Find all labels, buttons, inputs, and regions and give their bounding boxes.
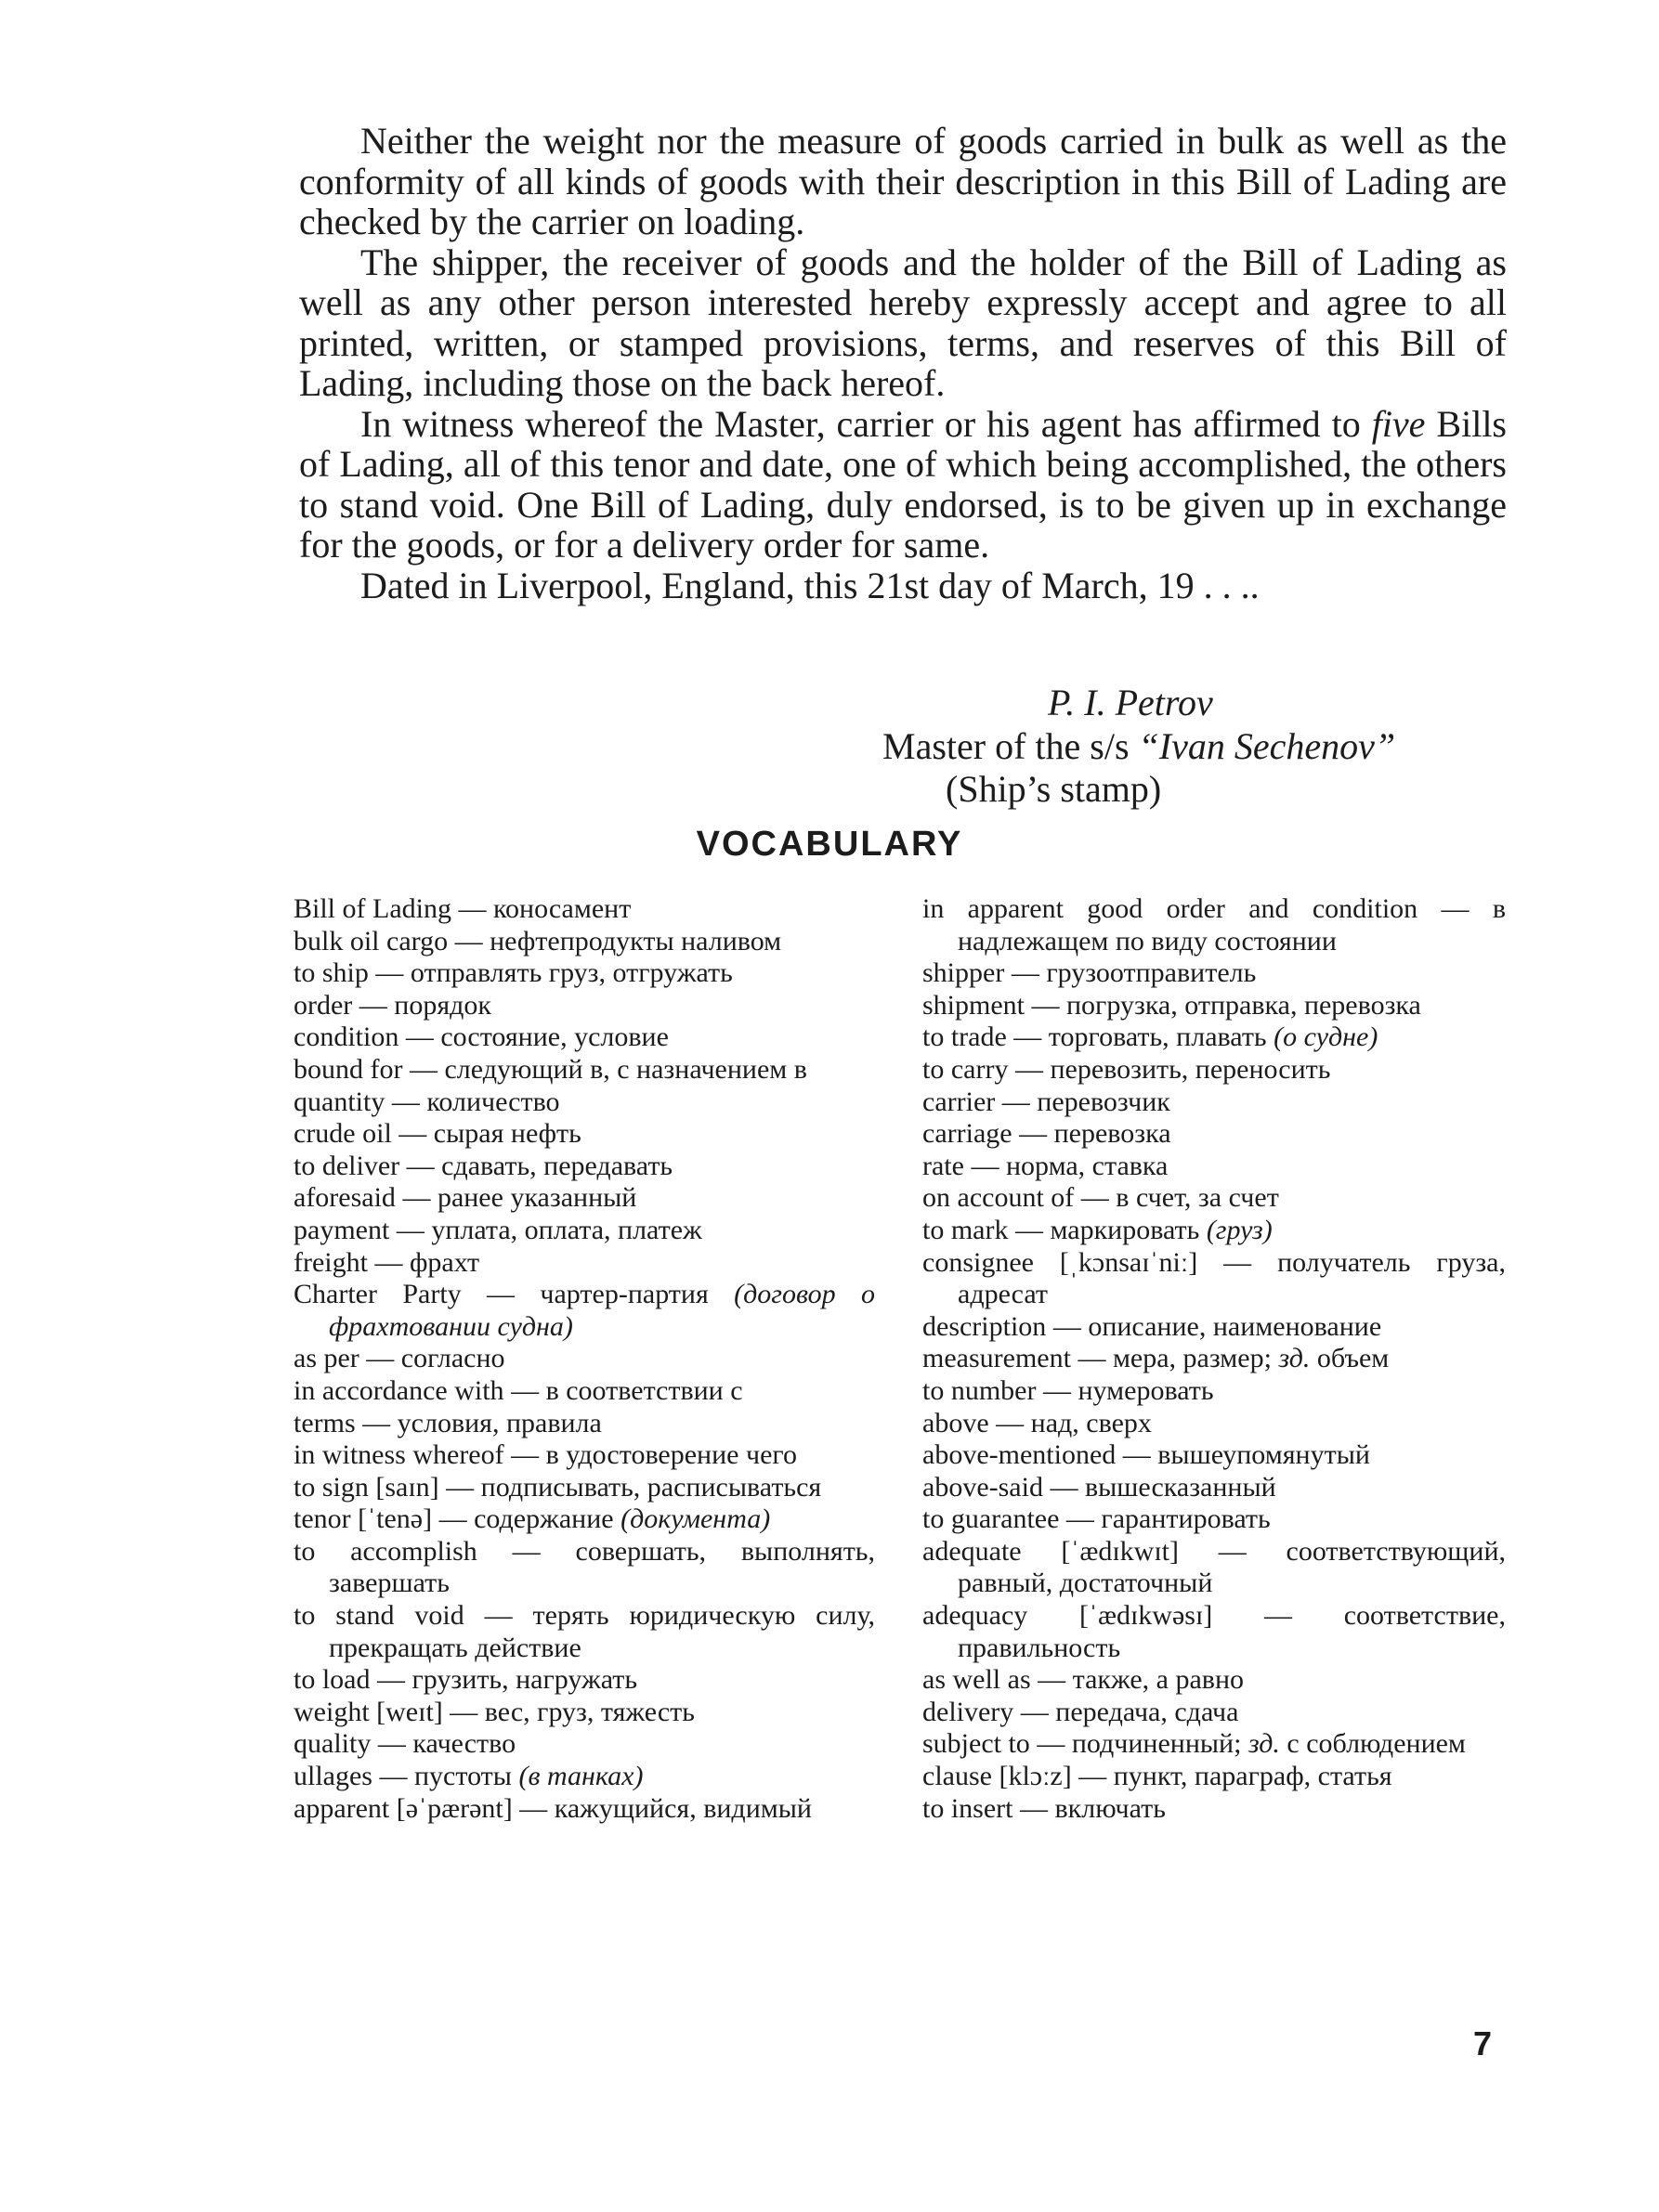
dated-line bbox=[299, 566, 1507, 606]
vocab-def: — гарантировать bbox=[1059, 1503, 1271, 1535]
vocab-entry bbox=[922, 957, 1506, 990]
vocab-term: ullages bbox=[294, 1761, 372, 1792]
vocab-def: — в удостоверение чего bbox=[503, 1439, 797, 1471]
vocab-term: apparent [əˈpærənt] bbox=[294, 1792, 513, 1824]
vocab-term: to deliver bbox=[294, 1150, 400, 1181]
vocab-def: — вес, груз, тяжесть bbox=[442, 1696, 695, 1727]
vocab-entry bbox=[294, 1793, 875, 1826]
witness-before: In witness whereof the Master, carrier or his agent has affirmed to bbox=[360, 402, 1372, 445]
vocab-entry bbox=[922, 1182, 1506, 1215]
vocab-entry bbox=[922, 1375, 1506, 1408]
vocab-entry bbox=[922, 1600, 1506, 1664]
vocab-def: — коносамент bbox=[451, 893, 632, 924]
paragraph-witness bbox=[299, 404, 1507, 566]
vocab-def: — нефтепродукты наливом bbox=[448, 925, 782, 956]
vocab-term: to guarantee bbox=[922, 1503, 1060, 1535]
vocab-entry bbox=[922, 1086, 1506, 1119]
vocab-term: in accordance with bbox=[294, 1374, 504, 1406]
vocab-def: — уплата, оплата, платеж bbox=[389, 1214, 702, 1245]
vocab-note: зд. bbox=[1248, 1728, 1280, 1760]
vocab-def: — норма, ставка bbox=[963, 1150, 1169, 1181]
vocab-term: as per bbox=[294, 1343, 359, 1374]
vocab-term: in apparent good order and condition bbox=[922, 893, 1418, 924]
vocab-def: — маркировать bbox=[1008, 1214, 1207, 1245]
vocab-term: freight bbox=[294, 1246, 368, 1278]
dated-place: Liverpool, England, bbox=[496, 564, 795, 606]
vocab-entry bbox=[294, 1086, 875, 1119]
vocab-def: — количество bbox=[385, 1086, 560, 1117]
vocab-term: bulk oil cargo bbox=[294, 925, 449, 956]
ship-stamp: (Ship’s stamp) bbox=[946, 768, 1162, 810]
vocab-entry bbox=[294, 1664, 875, 1697]
vocab-def: — ранее указанный bbox=[395, 1182, 637, 1214]
vocab-def: — согласно bbox=[359, 1343, 505, 1374]
vocab-def: — состояние, условие bbox=[398, 1021, 669, 1053]
vocabulary-right-column bbox=[922, 893, 1506, 1825]
vocab-term: to trade bbox=[922, 1021, 1007, 1053]
vocab-entry bbox=[294, 1728, 875, 1761]
vocab-def: — в счет, за счет bbox=[1074, 1182, 1279, 1214]
signature-name: P. I. Petrov bbox=[1048, 682, 1213, 723]
vocab-note: (о судне) bbox=[1274, 1021, 1378, 1053]
vocab-entry bbox=[294, 1054, 875, 1086]
vocab-term: carriage bbox=[922, 1118, 1012, 1150]
vocab-entry bbox=[922, 1118, 1506, 1151]
vocab-def: — передача, сдача bbox=[1013, 1696, 1239, 1727]
vocab-def: — включать bbox=[1012, 1792, 1166, 1824]
vocab-term: payment bbox=[294, 1214, 390, 1245]
vocab-term: subject to bbox=[922, 1728, 1030, 1760]
vocab-entry bbox=[294, 1118, 875, 1151]
vocab-entry bbox=[922, 1021, 1506, 1054]
vocab-term: to mark bbox=[922, 1214, 1009, 1245]
vocab-term: to carry bbox=[922, 1053, 1009, 1085]
vocab-def: — следующий в, с назначением в bbox=[402, 1053, 807, 1085]
vocab-term: description bbox=[922, 1310, 1047, 1342]
witness-five: five bbox=[1371, 402, 1426, 445]
vocab-entry bbox=[294, 1343, 875, 1375]
vocab-entry bbox=[294, 1375, 875, 1408]
vocab-def: — мера, размер; bbox=[1070, 1343, 1279, 1374]
master-prefix: Master of the s/s bbox=[882, 725, 1139, 767]
vocab-entry bbox=[922, 1536, 1506, 1600]
vocab-def: — подписывать, расписываться bbox=[438, 1471, 822, 1503]
vocab-entry bbox=[294, 893, 875, 926]
vocab-term: terms bbox=[294, 1407, 356, 1438]
vocab-entry bbox=[294, 1182, 875, 1215]
vocab-term: in witness whereof bbox=[294, 1439, 504, 1471]
dated-prefix: Dated in bbox=[360, 564, 497, 606]
vocabulary-title: VOCABULARY bbox=[696, 825, 963, 864]
vocab-term: Charter Party bbox=[294, 1279, 462, 1310]
vocab-term: quality bbox=[294, 1728, 372, 1760]
vocab-entry bbox=[922, 1247, 1506, 1311]
vocab-term: to accomplish bbox=[294, 1535, 477, 1567]
vocab-entry bbox=[922, 1728, 1506, 1761]
vocab-def: — качество bbox=[371, 1728, 516, 1760]
vocab-term: to load bbox=[294, 1664, 371, 1696]
vocab-entry bbox=[294, 1472, 875, 1504]
vocab-entry bbox=[294, 990, 875, 1022]
vocab-term: to ship bbox=[294, 957, 369, 989]
vocab-note: (договор о фрахтовании судна) bbox=[329, 1279, 875, 1342]
vocab-def: — содержание bbox=[432, 1503, 621, 1535]
vocab-def: — грузить, нагружать bbox=[370, 1664, 638, 1696]
vocab-def: — вышеупомянутый bbox=[1116, 1439, 1370, 1471]
dated-year: 19 . . .. bbox=[1147, 564, 1260, 606]
vocab-def: — торговать, плавать bbox=[1006, 1021, 1274, 1053]
vocab-def: — соответствующий, равный, достаточный bbox=[958, 1535, 1506, 1599]
vocab-def: — условия, правила bbox=[355, 1407, 602, 1438]
vocab-term: to insert bbox=[922, 1792, 1013, 1824]
vocab-entry bbox=[922, 1697, 1506, 1729]
vocab-entry bbox=[922, 1664, 1506, 1697]
vocab-def: — подчиненный; bbox=[1029, 1728, 1248, 1760]
vocab-term: rate bbox=[922, 1150, 964, 1181]
vocab-note: зд. bbox=[1278, 1343, 1311, 1374]
vocab-def: — пункт, параграф, статья bbox=[1071, 1761, 1392, 1792]
vocab-term: quantity bbox=[294, 1086, 385, 1117]
vocabulary-left-column bbox=[294, 893, 875, 1825]
vocab-entry bbox=[294, 957, 875, 990]
vocab-def: — сырая нефть bbox=[391, 1118, 581, 1150]
vocab-def: — грузоотправитель bbox=[1004, 957, 1257, 989]
vocab-entry bbox=[294, 1279, 875, 1343]
vocab-note: (в танках) bbox=[518, 1761, 644, 1792]
vocab-def: — фрахт bbox=[367, 1246, 480, 1278]
paragraph-shipper: The shipper, the receiver of goods and the holder of the Bill of Lading as well as any other person interested hereby expressly accept and agree to all printed, written, or stamped provisions, terms, and reserves of this Bill of Lading, including those on the back hereof. bbox=[299, 241, 1507, 404]
vocab-entry bbox=[922, 893, 1506, 957]
vocab-term: clause [klɔːz] bbox=[922, 1761, 1072, 1792]
vocab-def: — отправлять груз, отгружать bbox=[368, 957, 733, 989]
vocab-entry bbox=[922, 1503, 1506, 1536]
bill-of-lading-text bbox=[299, 121, 1507, 605]
vocab-term: measurement bbox=[922, 1343, 1071, 1374]
vocab-term: shipment bbox=[922, 989, 1025, 1021]
vocab-term: order bbox=[294, 989, 353, 1021]
vocab-term: to number bbox=[922, 1374, 1037, 1406]
vocab-def2: с соблюдением bbox=[1279, 1728, 1466, 1760]
vocab-entry bbox=[294, 1021, 875, 1054]
vocab-entry bbox=[922, 1793, 1506, 1826]
vocab-entry bbox=[294, 1215, 875, 1247]
vocab-def: — чартер-партия bbox=[461, 1279, 735, 1310]
dated-month: March, bbox=[1041, 564, 1148, 606]
vocab-term: above-mentioned bbox=[922, 1439, 1117, 1471]
vocab-term: shipper bbox=[922, 957, 1005, 989]
vocab-def: — порядок bbox=[352, 989, 491, 1021]
vocab-term: above bbox=[922, 1407, 989, 1438]
vocab-def: — терять юридическую силу, прекращать действие bbox=[329, 1600, 876, 1663]
vocab-def: — сдавать, передавать bbox=[399, 1150, 673, 1181]
vocab-entry bbox=[294, 926, 875, 958]
dated-day: 21st bbox=[867, 564, 930, 606]
vocab-def: — перевозить, переносить bbox=[1008, 1053, 1331, 1085]
vocab-entry bbox=[294, 1408, 875, 1440]
dated-middle2: day of bbox=[929, 564, 1042, 606]
vocab-entry bbox=[922, 1343, 1506, 1375]
vocab-entry bbox=[922, 1151, 1506, 1183]
ship-name: “Ivan Sechenov” bbox=[1138, 725, 1396, 767]
witness-after: Bills of Lading, all of this tenor and date, one of which being accomplished, the others to stand void. One Bill of Lading, duly endorsed, is to be given up in exchange for the goods, or for a delivery order for same. bbox=[299, 402, 1507, 566]
vocab-term: Bill of Lading bbox=[294, 893, 451, 924]
vocab-entry bbox=[922, 1408, 1506, 1440]
vocab-term: to sign [saɪn] bbox=[294, 1471, 439, 1503]
vocab-def: — пустоты bbox=[372, 1761, 519, 1792]
vocab-entry bbox=[294, 1439, 875, 1472]
vocab-term: crude oil bbox=[294, 1118, 392, 1150]
vocab-entry bbox=[922, 1472, 1506, 1504]
vocab-term: bound for bbox=[294, 1053, 403, 1085]
vocab-def: — также, а равно bbox=[1030, 1664, 1245, 1696]
vocab-entry bbox=[922, 1439, 1506, 1472]
vocab-def: — нумеровать bbox=[1036, 1374, 1214, 1406]
vocab-def: — вышесказанный bbox=[1042, 1471, 1276, 1503]
vocab-entry bbox=[294, 1151, 875, 1183]
vocab-term: aforesaid bbox=[294, 1182, 396, 1214]
vocab-entry bbox=[922, 990, 1506, 1022]
vocab-entry bbox=[294, 1600, 875, 1664]
dated-middle: this bbox=[794, 564, 868, 606]
vocab-entry bbox=[922, 1761, 1506, 1793]
vocab-note: (документа) bbox=[620, 1503, 771, 1535]
vocab-def: — перевозчик bbox=[995, 1086, 1170, 1117]
vocab-term: tenor [ˈtenə] bbox=[294, 1503, 433, 1535]
signature-master bbox=[882, 724, 1395, 768]
vocab-term: to stand void bbox=[294, 1600, 464, 1632]
vocab-entry bbox=[294, 1247, 875, 1280]
paragraph-bulk: Neither the weight nor the measure of goods carried in bulk as well as the conformity of all kinds of goods with their description in this Bill of Lading are checked by the carrier on loading. bbox=[299, 120, 1507, 242]
vocab-term: condition bbox=[294, 1021, 399, 1053]
vocab-def: — в надлежащем по виду состоянии bbox=[958, 893, 1506, 956]
vocab-note: (груз) bbox=[1206, 1214, 1273, 1245]
vocab-entry bbox=[922, 1215, 1506, 1247]
vocab-term: on account of bbox=[922, 1182, 1075, 1214]
vocab-term: adequacy [ˈædɪkwəsɪ] bbox=[922, 1600, 1213, 1632]
vocab-term: carrier bbox=[922, 1086, 996, 1117]
vocab-entry bbox=[294, 1761, 875, 1793]
vocab-term: as well as bbox=[922, 1664, 1031, 1696]
vocab-term: above-said bbox=[922, 1471, 1043, 1503]
page-number: 7 bbox=[1473, 2024, 1493, 2062]
vocab-def: — перевозка bbox=[1012, 1118, 1171, 1150]
vocab-def: — над, сверх bbox=[988, 1407, 1152, 1438]
vocab-def: — кажущийся, видимый bbox=[512, 1792, 812, 1824]
vocab-entry bbox=[294, 1697, 875, 1729]
vocab-def: — погрузка, отправка, перевозка bbox=[1025, 989, 1421, 1021]
vocab-def: — описание, наименование bbox=[1046, 1310, 1382, 1342]
vocab-def2: объем bbox=[1310, 1343, 1390, 1374]
vocab-def: — соответствие, правильность bbox=[958, 1600, 1506, 1663]
vocab-entry bbox=[922, 1311, 1506, 1344]
vocab-entry bbox=[294, 1536, 875, 1600]
vocab-def: — получатель груза, адресат bbox=[958, 1246, 1506, 1310]
vocab-term: consignee [ˌkɔnsaɪˈniː] bbox=[922, 1246, 1198, 1278]
vocab-entry bbox=[294, 1503, 875, 1536]
vocab-entry bbox=[922, 1054, 1506, 1086]
vocab-def: — совершать, выполнять, завершать bbox=[329, 1535, 875, 1599]
vocab-term: delivery bbox=[922, 1696, 1014, 1727]
vocab-term: weight [weɪt] bbox=[294, 1696, 443, 1727]
vocab-def: — в соответствии с bbox=[503, 1374, 743, 1406]
vocab-term: adequate [ˈædɪkwɪt] bbox=[922, 1535, 1179, 1567]
